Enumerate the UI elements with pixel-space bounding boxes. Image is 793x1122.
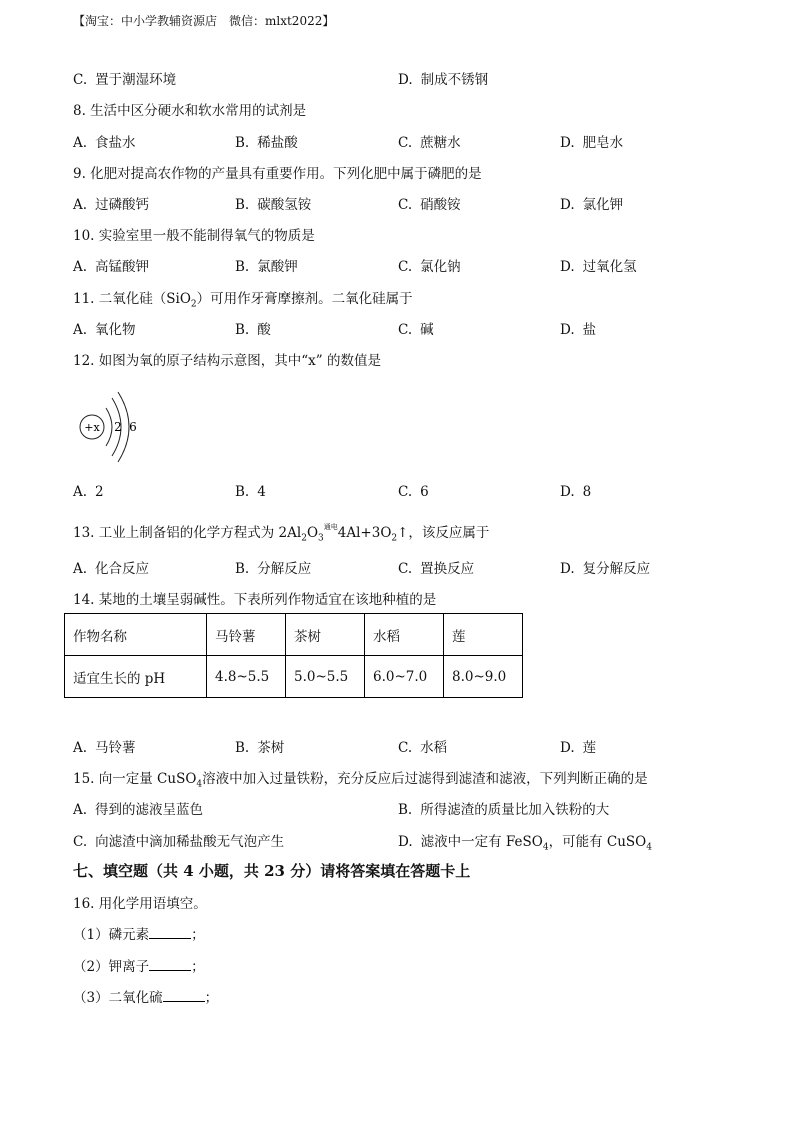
table-header-row bbox=[65, 614, 523, 656]
q10-option-d[interactable] bbox=[560, 255, 637, 275]
part-text: （3）二氧化硫 bbox=[73, 990, 163, 1006]
stem-text: 溶液中加入过量铁粉，充分反应后过滤得到滤渣和滤液，下列判断正确的是 bbox=[202, 771, 648, 787]
stem-text: 13. 工业上制备铝的化学方程式为 2Al bbox=[73, 525, 302, 541]
option-label: D. bbox=[560, 561, 575, 577]
option-label: D. bbox=[398, 72, 413, 88]
option-text: 氯酸钾 bbox=[257, 259, 298, 275]
option-text: 分解反应 bbox=[257, 561, 312, 577]
option-text: 氧化物 bbox=[95, 322, 136, 338]
option-label: D. bbox=[398, 834, 413, 850]
q15-option-b[interactable] bbox=[398, 798, 609, 818]
option-text: 高锰酸钾 bbox=[95, 259, 150, 275]
option-label: A. bbox=[73, 259, 88, 275]
option-text: 8 bbox=[582, 484, 592, 500]
q13-option-b[interactable] bbox=[235, 557, 311, 577]
option-label: B. bbox=[235, 259, 250, 275]
part-end: ； bbox=[191, 927, 205, 943]
stem-text: 11. 二氧化硅（SiO bbox=[73, 291, 191, 307]
q7-option-c[interactable] bbox=[73, 68, 176, 88]
subscript: 4 bbox=[646, 842, 652, 853]
q15-option-a[interactable] bbox=[73, 798, 203, 818]
q14-option-a[interactable] bbox=[73, 736, 136, 756]
option-text: 化合反应 bbox=[95, 561, 150, 577]
option-label: B. bbox=[235, 197, 250, 213]
q7-option-d[interactable] bbox=[398, 68, 488, 88]
option-label: D. bbox=[560, 259, 575, 275]
table-header-cell: 作物名称 bbox=[65, 614, 207, 656]
option-label: B. bbox=[235, 484, 250, 500]
part-text: （2）钾离子 bbox=[73, 959, 150, 975]
q11-option-b[interactable] bbox=[235, 318, 271, 338]
table-header-cell: 莲 bbox=[444, 614, 523, 656]
q8-option-a[interactable] bbox=[73, 131, 136, 151]
q8-stem: 8. 生活中区分硬水和软水常用的试剂是 bbox=[73, 103, 307, 119]
atom-structure-diagram bbox=[78, 388, 148, 464]
table-cell: 6.0~7.0 bbox=[365, 656, 444, 698]
q9-option-d[interactable] bbox=[560, 193, 623, 213]
option-text: ，可能有 CuSO bbox=[548, 834, 647, 850]
q11-option-d[interactable] bbox=[560, 318, 596, 338]
q11-option-c[interactable] bbox=[398, 318, 434, 338]
stem-text: ）可用作牙膏摩擦剂。二氧化硅属于 bbox=[196, 291, 413, 307]
q12-option-a[interactable] bbox=[73, 484, 104, 500]
q15-option-c[interactable] bbox=[73, 830, 284, 850]
subscript: 2 bbox=[301, 533, 307, 544]
section-heading: 七、填空题（共 4 小题，共 23 分）请将答案填在答题卡上 bbox=[73, 862, 471, 880]
option-text: 酸 bbox=[257, 322, 271, 338]
option-label: B. bbox=[398, 802, 413, 818]
option-text: 2 bbox=[95, 484, 104, 500]
option-text: 置于潮湿环境 bbox=[95, 72, 177, 88]
electron-shell-1 bbox=[106, 408, 112, 446]
option-text: 碱 bbox=[420, 322, 434, 338]
part-text: （1）磷元素 bbox=[73, 927, 150, 943]
part-end: ； bbox=[204, 990, 219, 1006]
option-text: 过磷酸钙 bbox=[95, 197, 150, 213]
q16-stem: 16. 用化学用语填空。 bbox=[73, 896, 207, 912]
q11-option-a[interactable] bbox=[73, 318, 136, 338]
option-label: A. bbox=[73, 740, 88, 756]
option-text: 4 bbox=[257, 484, 266, 500]
subscript: 4 bbox=[542, 842, 549, 853]
option-text: 食盐水 bbox=[95, 135, 136, 151]
q9-stem: 9. 化肥对提高农作物的产量具有重要作用。下列化肥中属于磷肥的是 bbox=[73, 166, 482, 182]
option-text: 水稻 bbox=[420, 740, 448, 756]
option-text: 肥皂水 bbox=[582, 135, 624, 151]
q8-option-d[interactable] bbox=[560, 131, 623, 151]
q10-option-c[interactable] bbox=[398, 255, 461, 275]
q16-part-1 bbox=[73, 923, 205, 943]
answer-blank[interactable] bbox=[163, 989, 205, 1002]
option-text: 滤液中一定有 FeSO bbox=[420, 834, 543, 850]
option-label: C. bbox=[398, 135, 413, 151]
option-label: C. bbox=[73, 834, 88, 850]
option-label: D. bbox=[560, 322, 575, 338]
option-text: 置换反应 bbox=[420, 561, 475, 577]
table-cell: 8.0~9.0 bbox=[444, 656, 523, 698]
option-label: C. bbox=[398, 197, 413, 213]
option-text: 蔗糖水 bbox=[420, 135, 461, 151]
option-label: B. bbox=[235, 322, 250, 338]
option-label: A. bbox=[73, 802, 88, 818]
answer-blank[interactable] bbox=[149, 958, 191, 971]
q12-option-b[interactable] bbox=[235, 484, 266, 500]
option-label: D. bbox=[560, 740, 575, 756]
q10-stem: 10. 实验室里一般不能制得氧气的物质是 bbox=[73, 228, 315, 244]
stem-text: O bbox=[306, 525, 319, 541]
option-label: D. bbox=[560, 197, 575, 213]
table-cell: 4.8~5.5 bbox=[207, 656, 286, 698]
table-cell: 适宜生长的 pH bbox=[65, 656, 207, 698]
option-label: C. bbox=[398, 259, 413, 275]
q12-option-d[interactable] bbox=[560, 484, 591, 500]
option-label: C. bbox=[398, 740, 413, 756]
option-text: 过氧化氢 bbox=[582, 259, 637, 275]
q9-option-b[interactable] bbox=[235, 193, 311, 213]
subscript: 4 bbox=[196, 779, 203, 790]
q14-option-c[interactable] bbox=[398, 736, 447, 756]
nucleus-label: +x bbox=[84, 421, 100, 434]
option-label: A. bbox=[73, 484, 88, 500]
q12-option-c[interactable] bbox=[398, 484, 429, 500]
option-text: 所得滤渣的质量比加入铁粉的大 bbox=[420, 802, 610, 818]
q9-option-a[interactable] bbox=[73, 193, 149, 213]
part-end: ； bbox=[191, 959, 205, 975]
option-label: C. bbox=[398, 322, 413, 338]
subscript: 2 bbox=[391, 533, 398, 544]
option-text: 复分解反应 bbox=[582, 561, 651, 577]
option-text: 莲 bbox=[582, 740, 597, 756]
q16-part-2 bbox=[73, 955, 205, 975]
option-text: 6 bbox=[420, 484, 429, 500]
table-header-cell: 水稻 bbox=[365, 614, 444, 656]
table-cell: 5.0~5.5 bbox=[286, 656, 365, 698]
q16-part-3 bbox=[73, 986, 218, 1006]
table-row bbox=[65, 656, 523, 698]
subscript: 2 bbox=[190, 299, 197, 310]
option-text: 制成不锈钢 bbox=[420, 72, 489, 88]
q14-option-b[interactable] bbox=[235, 736, 284, 756]
q13-option-c[interactable] bbox=[398, 557, 474, 577]
q12-stem: 12. 如图为氧的原子结构示意图，其中“x” 的数值是 bbox=[73, 353, 381, 369]
option-label: D. bbox=[560, 135, 575, 151]
option-text: 向滤渣中滴加稀盐酸无气泡产生 bbox=[95, 834, 285, 850]
q13-option-a[interactable] bbox=[73, 557, 149, 577]
option-text: 稀盐酸 bbox=[257, 135, 298, 151]
option-label: D. bbox=[560, 484, 575, 500]
option-text: 茶树 bbox=[257, 740, 285, 756]
option-text: 得到的滤液呈蓝色 bbox=[95, 802, 204, 818]
q10-option-b[interactable] bbox=[235, 255, 298, 275]
q8-option-c[interactable] bbox=[398, 131, 461, 151]
q8-option-b[interactable] bbox=[235, 131, 298, 151]
q14-stem: 14. 某地的土壤呈弱碱性。下表所列作物适宜在该地种植的是 bbox=[73, 592, 437, 608]
option-label: A. bbox=[73, 322, 88, 338]
q14-option-d[interactable] bbox=[560, 736, 596, 756]
option-text: 氯化钠 bbox=[420, 259, 461, 275]
stem-text: 4Al+3O bbox=[337, 525, 392, 541]
answer-blank[interactable] bbox=[149, 926, 191, 939]
q10-option-a[interactable] bbox=[73, 255, 149, 275]
option-label: C. bbox=[73, 72, 88, 88]
q13-stem bbox=[73, 521, 489, 544]
stem-text: 15. 向一定量 CuSO bbox=[73, 771, 197, 787]
q13-option-d[interactable] bbox=[560, 557, 650, 577]
q9-option-c[interactable] bbox=[398, 193, 461, 213]
shell-2-count: 6 bbox=[129, 420, 137, 434]
table-header-cell: 茶树 bbox=[286, 614, 365, 656]
option-label: A. bbox=[73, 561, 88, 577]
option-label: B. bbox=[235, 740, 250, 756]
option-label: B. bbox=[235, 561, 250, 577]
option-label: A. bbox=[73, 135, 88, 151]
ph-table bbox=[64, 613, 523, 698]
option-label: B. bbox=[235, 135, 250, 151]
stem-text: ↑，该反应属于 bbox=[397, 525, 490, 541]
option-text: 碳酸氢铵 bbox=[257, 197, 312, 213]
option-label: C. bbox=[398, 561, 413, 577]
q11-stem bbox=[73, 287, 413, 310]
option-label: A. bbox=[73, 197, 88, 213]
option-text: 盐 bbox=[582, 322, 597, 338]
header-watermark: 【淘宝：中小学教辅资源店 微信：mlxt2022】 bbox=[73, 14, 335, 28]
subscript: 3 bbox=[318, 533, 324, 544]
q15-option-d[interactable] bbox=[398, 830, 652, 853]
reaction-condition: 通电 bbox=[323, 523, 338, 531]
option-text: 马铃薯 bbox=[95, 740, 136, 756]
option-text: 氯化钾 bbox=[582, 197, 624, 213]
option-label: C. bbox=[398, 484, 413, 500]
option-text: 硝酸铵 bbox=[420, 197, 461, 213]
shell-1-count: 2 bbox=[114, 420, 122, 434]
q15-stem bbox=[73, 767, 648, 790]
table-header-cell: 马铃薯 bbox=[207, 614, 286, 656]
